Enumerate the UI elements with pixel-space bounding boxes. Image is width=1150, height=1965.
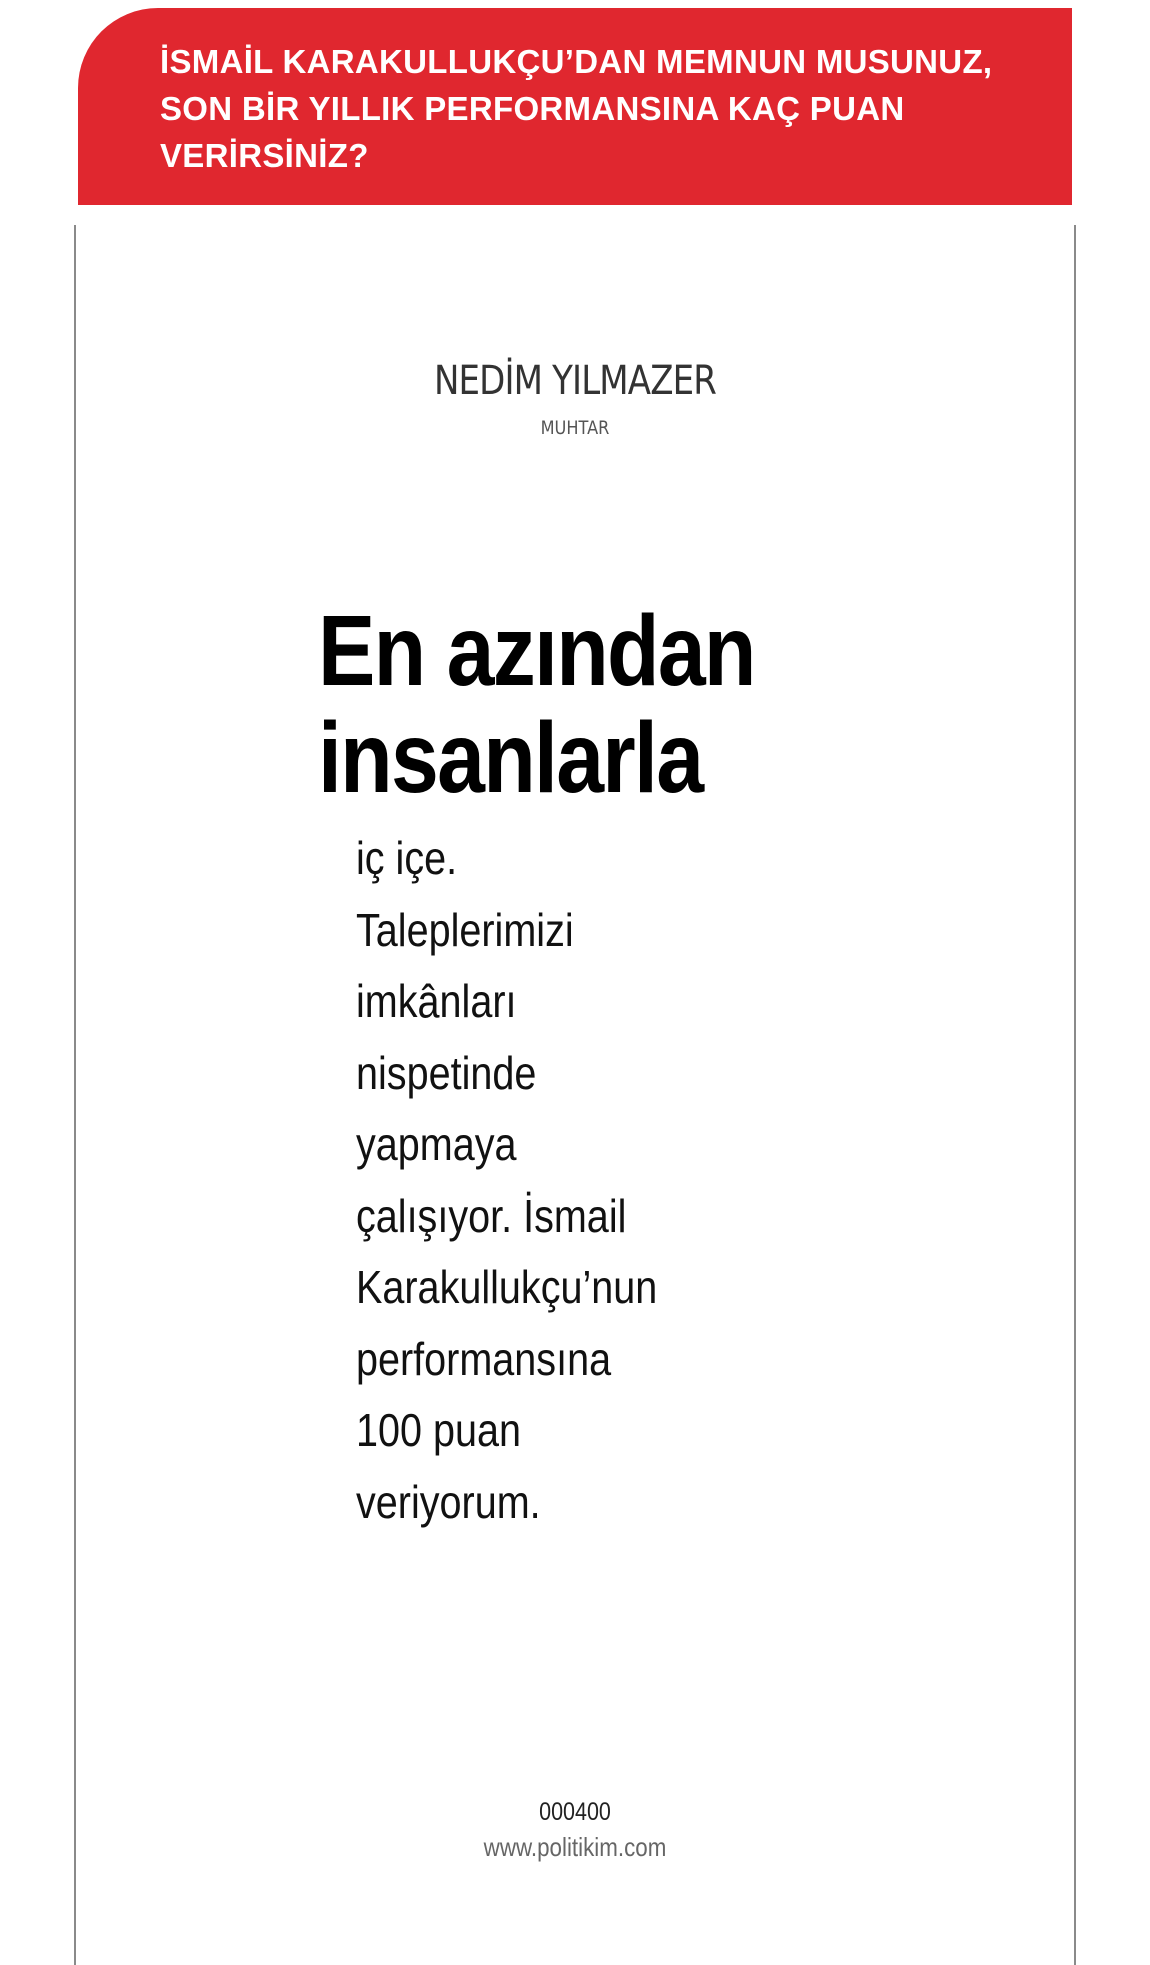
quote-line: nispetinde [356,1046,537,1099]
quote-body [356,823,706,1538]
quote-line: çalışıyor. İsmail [356,1189,627,1242]
quote-line: 100 puan [356,1404,522,1456]
quote-line: iç içe. [356,832,458,884]
person-role: MUHTAR [540,417,610,439]
question-title: İSMAİL KARAKULLUKÇU’DAN MEMNUN MUSUNUZ, SON BİR YILLIK PERFORMANSINA KAÇ PUAN VERİRSİNİZ? [160,43,993,174]
quote-line: veriyorum. [356,1475,541,1528]
quote-line: Karakullukçu’nun [356,1261,658,1313]
quote-line: Taleplerimizi [356,903,574,956]
quote-line: yapmaya [356,1118,517,1170]
quote-line: performansına [356,1332,612,1385]
quote-headline: En azından insanlarla [318,595,755,814]
website-text: www.politikim.com [483,1832,667,1862]
person-name: NEDİM YILMAZER [433,358,717,404]
question-banner [78,8,1072,205]
entry-code: 000400 [539,1798,611,1826]
quote-line: imkânları [356,975,517,1027]
